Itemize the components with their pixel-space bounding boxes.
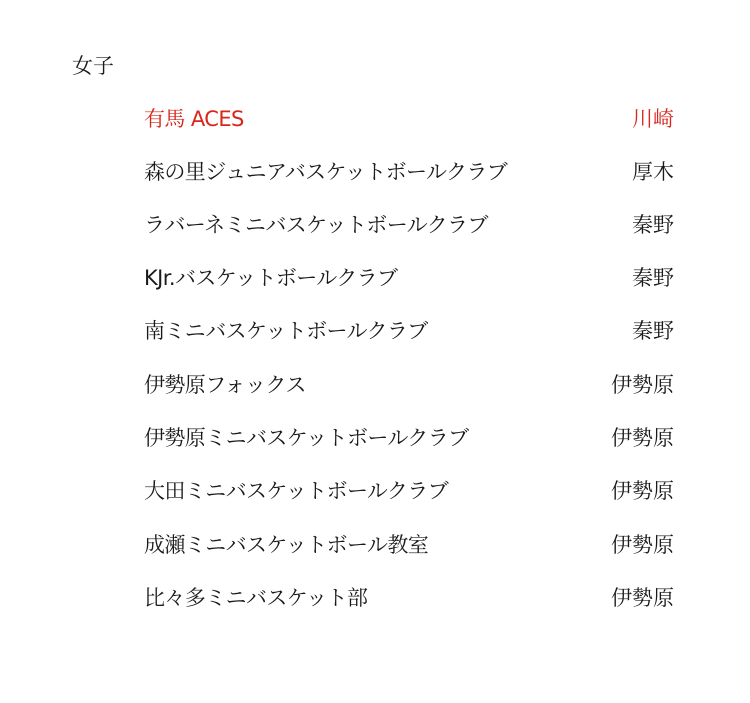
team-name: 伊勢原ミニバスケットボールクラブ — [144, 426, 469, 450]
team-name: 森の里ジュニアバスケットボールクラブ — [144, 160, 508, 184]
team-name: KJr.バスケットボールクラブ — [144, 266, 398, 290]
team-name: ラバーネミニバスケットボールクラブ — [144, 213, 488, 237]
team-city: 秦野 — [632, 213, 674, 237]
team-city: 川崎 — [632, 107, 674, 131]
team-name: 大田ミニバスケットボールクラブ — [144, 479, 449, 503]
team-name: 有馬 ACES — [144, 107, 244, 131]
team-city: 伊勢原 — [611, 586, 674, 610]
list-item — [0, 423, 750, 453]
list-item — [0, 104, 750, 134]
section-title: 女子 — [72, 54, 114, 78]
team-city: 伊勢原 — [611, 533, 674, 557]
team-name: 成瀬ミニバスケットボール教室 — [144, 533, 429, 557]
list-item — [0, 210, 750, 240]
list-item — [0, 157, 750, 187]
list-item — [0, 316, 750, 346]
team-city: 厚木 — [632, 160, 674, 184]
team-city: 秦野 — [632, 266, 674, 290]
team-city: 伊勢原 — [611, 373, 674, 397]
list-item — [0, 476, 750, 506]
list-item — [0, 530, 750, 560]
list-item — [0, 370, 750, 400]
list-item — [0, 583, 750, 613]
team-name: 南ミニバスケットボールクラブ — [144, 319, 428, 343]
list-item — [0, 263, 750, 293]
team-city: 秦野 — [632, 319, 674, 343]
team-name: 比々多ミニバスケット部 — [144, 586, 368, 610]
team-city: 伊勢原 — [611, 426, 674, 450]
team-name: 伊勢原フォックス — [144, 373, 306, 397]
team-city: 伊勢原 — [611, 479, 674, 503]
